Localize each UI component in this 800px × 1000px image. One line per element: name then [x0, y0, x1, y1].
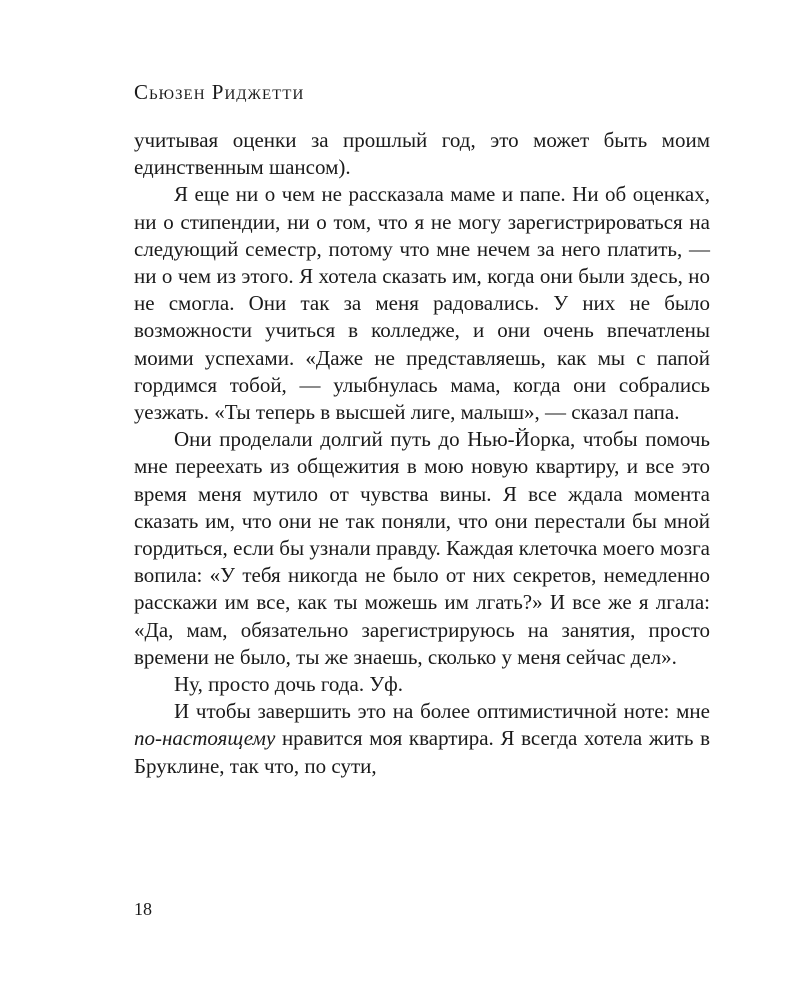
text-run: нравится моя квартира. Я всегда хотела жить в Бруклине, так что, по сути,: [134, 726, 710, 778]
text-run: Ну, просто дочь года. Уф.: [174, 672, 404, 697]
body-text: [134, 127, 710, 780]
running-head: Сьюзен Риджетти: [134, 80, 305, 104]
emphasis-text: по-настоящему: [134, 726, 276, 751]
paragraph: [134, 671, 710, 698]
text-run: Они проделали долгий путь до Нью-Йорка, чтобы помочь мне переехать из общежития в мою новую квартиру, и все это время меня мутило от чувства вины. Я все ждала момента сказать им, что они не так поняли, что они перестали бы мной гордиться, если бы узнали правду. Каждая клеточка моего мозга вопила: «У тебя никогда не было от них секретов, немедленно расскажи им все, как ты можешь им лгать?» И все же я лгала: «Да, мам, обязательно зарегистрируюсь на занятия, просто времени не было, ты же знаешь, сколько у меня сейчас дел».: [134, 427, 710, 669]
text-run: Я еще ни о чем не рассказала маме и папе. Ни об оценках, ни о стипендии, ни о том, что я не могу зарегистрироваться на следующий семестр, потому что мне нечем за него платить, — ни о чем из этого. Я хотела сказать им, когда они были здесь, но не смогла. Они так за меня радовались. У них не было возможности учиться в колледже, и они очень впечатлены моими успехами. «Даже не представляешь, как мы с папой гордимся тобой, — улыбнулась мама, когда они собрались уезжать. «Ты теперь в высшей лиге, малыш», — сказал папа.: [134, 182, 710, 425]
paragraph: [134, 127, 710, 181]
page-number: 18: [134, 899, 152, 919]
text-run: И чтобы завершить это на более оптимистичной ноте: мне: [174, 699, 710, 724]
paragraph: [134, 426, 710, 671]
paragraph-last: [134, 698, 710, 780]
text-run: учитывая оценки за прошлый год, это может быть моим единственным шансом).: [134, 128, 710, 180]
paragraph: [134, 181, 710, 426]
